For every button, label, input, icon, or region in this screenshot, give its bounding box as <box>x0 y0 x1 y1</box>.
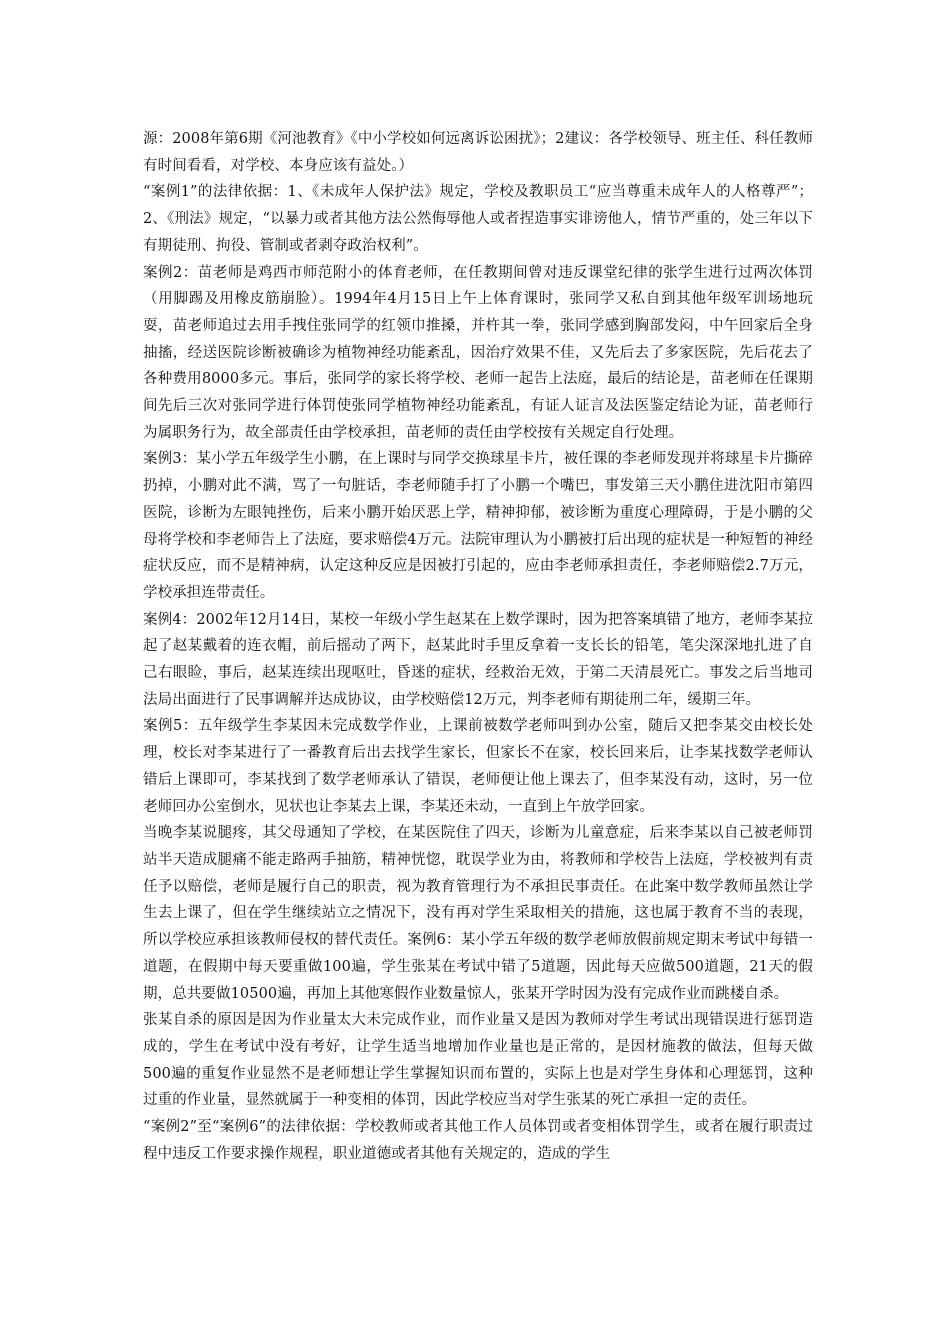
paragraph-case1-legal-basis: “案例1”的法律依据：1、《未成年人保护法》规定，学校及教职员工“应当尊重未成年人的人格尊严”；2、《刑法》规定，“以暴力或者其他方法公然侮辱他人或者捏造事实诽谤他人，情节严重的，处三年以下有期徒刑、拘役、管制或者剥夺政治权利”。 <box>143 184 813 254</box>
paragraph-case5: 案例5：五年级学生李某因未完成数学作业，上课前被数学老师叫到办公室，随后又把李某交由校长处理，校长对李某进行了一番教育后出去找学生家长，但家长不在家，校长回来后，让李某找数学老师认错后上课即可，李某找到了数学老师承认了错误，老师便让他上课去了，但李某没有动，这时，另一位老师回办公室倒水，见状也让李某去上课，李某还未动，一直到上午放学回家。 <box>143 718 813 815</box>
paragraph-source-note: 源：2008年第6期《河池教育》《中小学校如何远离诉讼困扰》；2建议：各学校领导、班主任、科任教师有时间看看，对学校、本身应该有益处。） <box>143 131 813 174</box>
paragraph-case4: 案例4：2002年12月14日，某校一年级小学生赵某在上数学课时，因为把答案填错了地方，老师李某拉起了赵某戴着的连衣帽，前后摇动了两下，赵某此时手里反拿着一支长长的铅笔，笔尖深深地扎进了自己右眼睑，事后，赵某连续出现呕吐，昏迷的症状，经救治无效，于第二天清晨死亡。事发之后当地司法局出面进行了民事调解并达成协议，由学校赔偿12万元，判李老师有期徒刑二年，缓期三年。 <box>143 611 813 708</box>
paragraph-cases2-6-legal-basis: “案例2”至“案例6”的法律依据：学校教师或者其他工作人员体罚或者变相体罚学生，或者在履行职责过程中违反工作要求操作规程，职业道德或者其他有关规定的，造成的学生 <box>143 1119 813 1162</box>
paragraph-case2: 案例2：苗老师是鸡西市师范附小的体育老师，在任教期间曾对违反课堂纪律的张学生进行过两次体罚（用脚踢及用橡皮筋崩脸）。1994年4月15日上午上体育课时，张同学又私自到其他年级军训场地玩耍，苗老师追过去用手拽住张同学的红领巾推搡，并杵其一拳，张同学感到胸部发闷，中午回家后全身抽搐，经送医院诊断被确诊为植物神经功能紊乱，因治疗效果不佳，又先后去了多家医院，先后花去了各种费用8000多元。事后，张同学的家长将学校、老师一起告上法庭，最后的结论是，苗老师在任课期间先后三次对张同学进行体罚使张同学植物神经功能紊乱，有证人证言及法医鉴定结论为证，苗老师行为属职务行为，故全部责任由学校承担，苗老师的责任由学校按有关规定自行处理。 <box>143 264 813 441</box>
paragraph-case6-analysis: 张某自杀的原因是因为作业量太大未完成作业，而作业量又是因为教师对学生考试出现错误进行惩罚造成的，学生在考试中没有考好，让学生适当地增加作业量也是正常的，是因材施教的做法，但每天做500遍的重复作业显然不是老师想让学生掌握知识而布置的，实际上也是对学生身体和心理惩罚，这种过重的作业量，显然就属于一种变相的体罚，因此学校应当对学生张某的死亡承担一定的责任。 <box>143 1012 813 1109</box>
paragraph-case3: 案例3：某小学五年级学生小鹏，在上课时与同学交换球星卡片，被任课的李老师发现并将球星卡片撕碎扔掉，小鹏对此不满，骂了一句脏话，李老师随手打了小鹏一个嘴巴，事发第三天小鹏住进沈阳市第四医院，诊断为左眼钝挫伤，后来小鹏开始厌恶上学，精神抑郁，被诊断为重度心理障碍，于是小鹏的父母将学校和李老师告上了法庭，要求赔偿4万元。法院审理认为小鹏被打后出现的症状是一种短暂的神经症状反应，而不是精神病，认定这种反应是因被打引起的，应由李老师承担责任，李老师赔偿2.7万元，学校承担连带责任。 <box>143 451 813 601</box>
paragraph-case5-ruling-case6: 当晚李某说腿疼，其父母通知了学校，在某医院住了四天，诊断为儿童意症，后来李某以自己被老师罚站半天造成腿痛不能走路两手抽筋，精神恍惚，耽误学业为由，将教师和学校告上法庭，学校被判有责任予以赔偿，老师是履行自己的职责，视为教育管理行为不承担民事责任。在此案中数学教师虽然让学生去上课了，但在学生继续站立之情况下，没有再对学生采取相关的措施，这也属于教育不当的表现，所以学校应承担该教师侵权的替代责任。案例6：某小学五年级的数学老师放假前规定期末考试中每错一道题，在假期中每天要重做100遍，学生张某在考试中错了5道题，因此每天应做500道题，21天的假期，总共要做10500遍，再加上其他寒假作业数量惊人，张某开学时因为没有完成作业而跳楼自杀。 <box>143 825 813 1002</box>
document-body <box>143 126 813 1167</box>
